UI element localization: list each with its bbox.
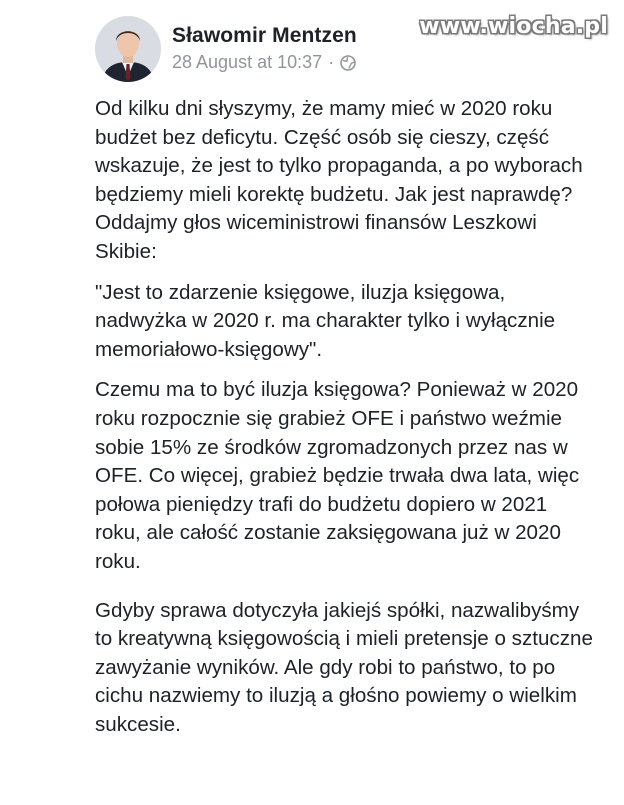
post-paragraph: Czemu ma to być iluzja księgowa? Ponieważ w 2020 roku rozpocznie się grabież OFE i państwo weźmie sobie 15% ze środków zgromadzonych przez nas w OFE. Co więcej, grabież będzie trwała dwa lata, więc połowa pieniędzy trafi do budżetu dopiero w 2021 roku, ale całość zostanie zaksięgowana już w 2020 roku. <box>95 378 580 573</box>
post-paragraph: Od kilku dni słyszymy, że mamy mieć w 2020 roku budżet bez deficytu. Część osób się cieszy, część wskazuje, że jest to tylko propaganda, a po wyborach będziemy mieli korektę budżetu. Jak jest naprawdę? Oddajmy głos wiceministrowi finansów Leszkowi Skibie: <box>95 97 583 263</box>
avatar[interactable] <box>95 16 161 82</box>
post-timestamp[interactable]: 28 August at 10:37 <box>172 52 323 72</box>
globe-icon <box>340 55 356 71</box>
watermark: www.wiocha.pl <box>419 14 608 39</box>
author-name[interactable]: Sławomir Mentzen <box>172 24 357 47</box>
post-body <box>95 95 595 751</box>
meta-separator: · <box>328 52 335 72</box>
profile-photo <box>95 16 161 82</box>
post-paragraph: Gdyby sprawa dotyczyła jakiejś spółki, nazwalibyśmy to kreatywną księgowością i mieli pretensje o sztuczne zawyżanie wyników. Ale gdy robi to państwo, to po cichu nazwiemy to iluzją a głośno powiemy o wielkim sukcesie. <box>95 598 593 736</box>
post-quote: "Jest to zdarzenie księgowe, iluzja księgowa, nadwyżka w 2020 r. ma charakter tylko i wyłącznie memoriałowo-księgowy". <box>95 280 556 361</box>
post-meta <box>172 52 356 73</box>
